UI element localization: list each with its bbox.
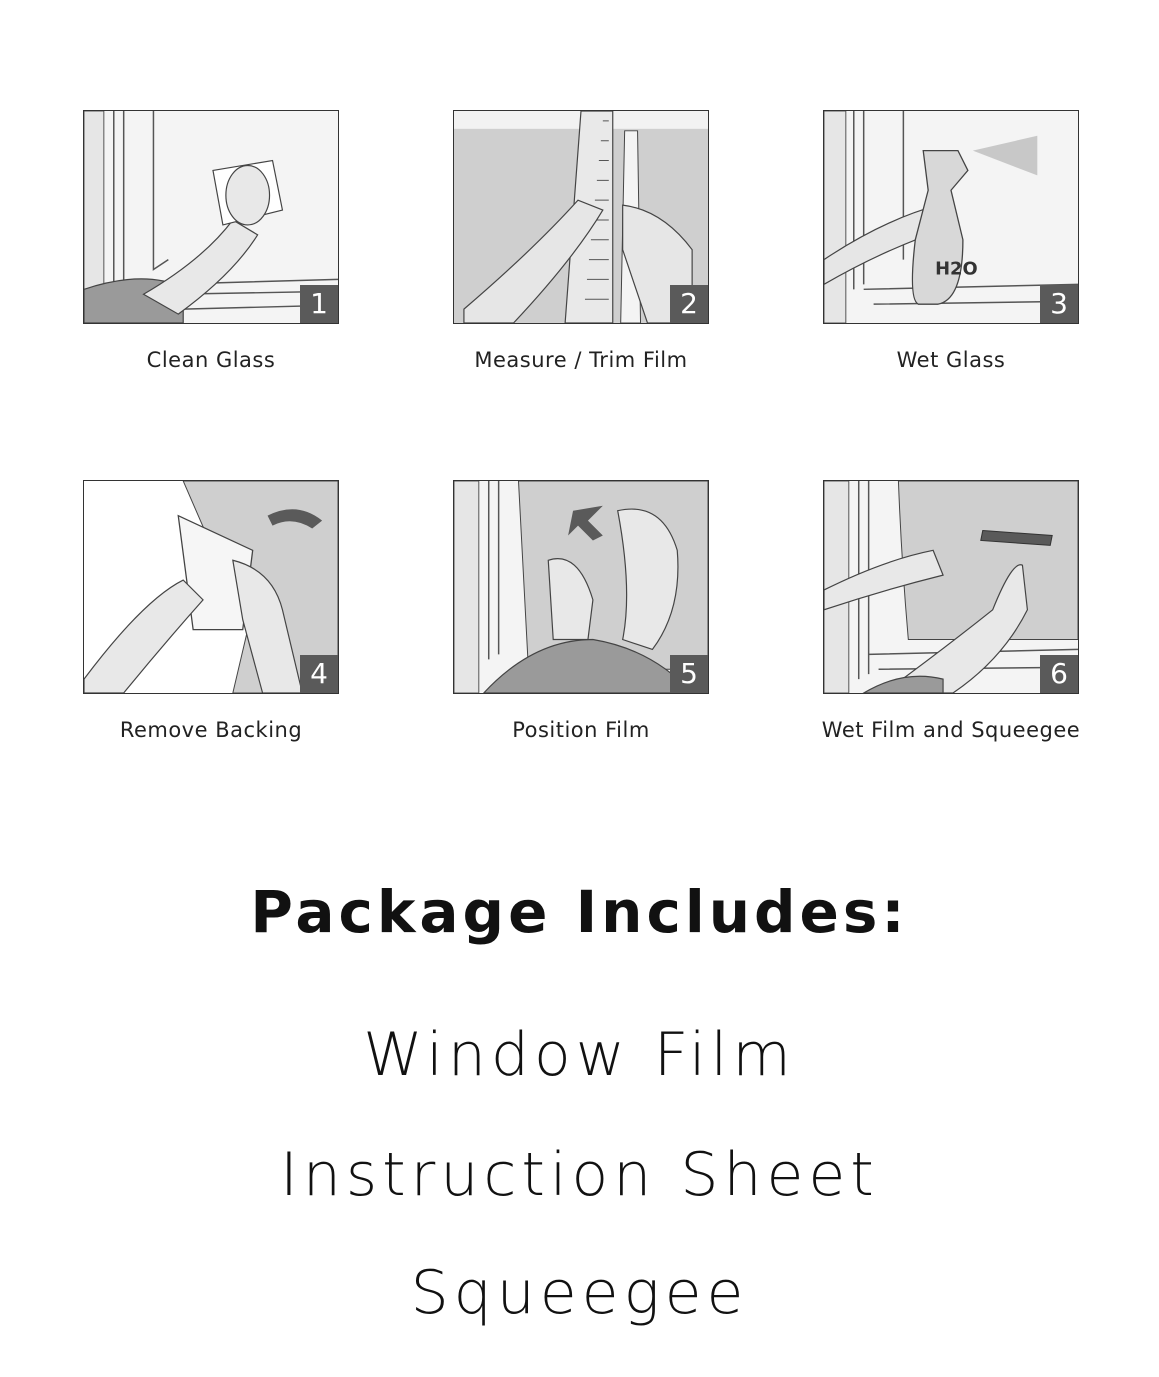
step-number-badge: 1 bbox=[300, 285, 338, 323]
step-number-badge: 3 bbox=[1040, 285, 1078, 323]
package-item-instruction-sheet: Instruction Sheet bbox=[280, 1140, 879, 1210]
step-1-panel bbox=[83, 110, 339, 324]
package-title: Package Includes: bbox=[250, 878, 909, 946]
step-2-panel bbox=[453, 110, 709, 324]
step-number-badge: 4 bbox=[300, 655, 338, 693]
step-4-panel bbox=[83, 480, 339, 694]
step-number-badge: 2 bbox=[670, 285, 708, 323]
package-item-window-film: Window Film bbox=[363, 1020, 796, 1090]
step-2-caption: Measure / Trim Film bbox=[474, 348, 688, 372]
step-3-caption: Wet Glass bbox=[896, 348, 1006, 372]
svg-text:H2O: H2O bbox=[935, 258, 978, 280]
step-number-badge: 6 bbox=[1040, 655, 1078, 693]
step-number-badge: 5 bbox=[670, 655, 708, 693]
step-5-panel bbox=[453, 480, 709, 694]
package-item-squeegee: Squeegee bbox=[410, 1258, 749, 1328]
step-5-caption: Position Film bbox=[512, 718, 650, 742]
step-3-panel bbox=[823, 110, 1079, 324]
step-6-caption: Wet Film and Squeegee bbox=[821, 718, 1081, 742]
step-1-caption: Clean Glass bbox=[146, 348, 276, 372]
step-6-panel bbox=[823, 480, 1079, 694]
step-4-caption: Remove Backing bbox=[119, 718, 303, 742]
